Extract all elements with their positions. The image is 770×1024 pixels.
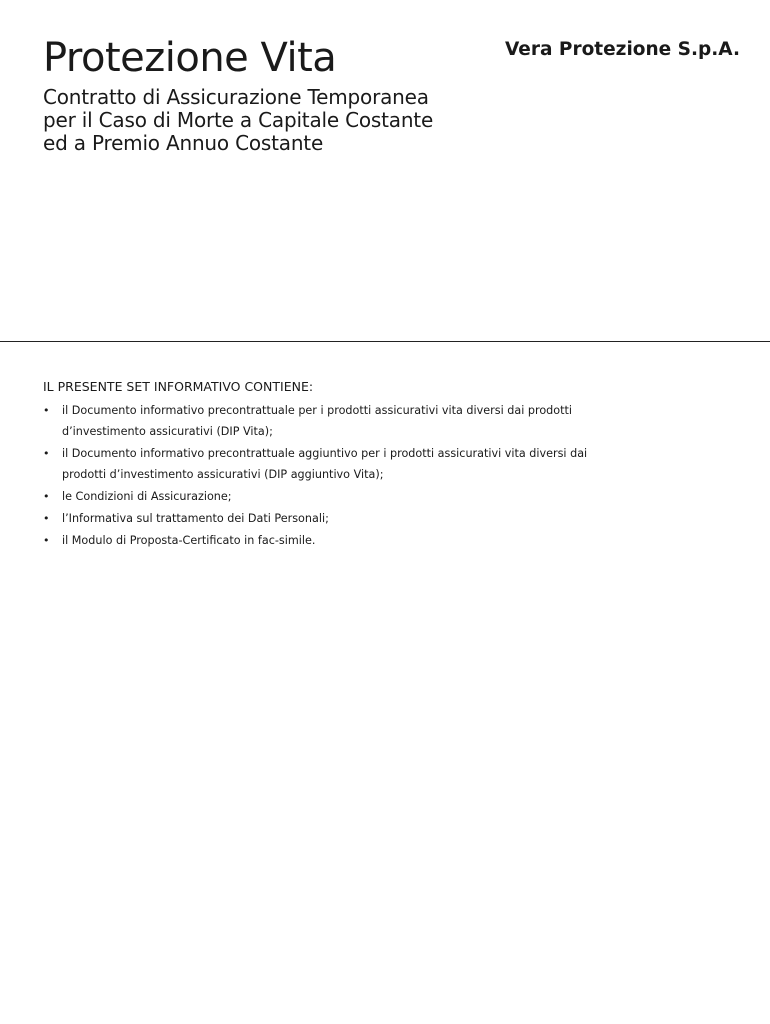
list-item-text: il Documento informativo precontrattuale aggiuntivo per i prodotti assicurativi vita diversi dai [62,447,588,460]
list-item-text: il Documento informativo precontrattuale per i prodotti assicurativi vita diversi dai prodotti [62,404,572,417]
list-item-text: prodotti d’investimento assicurativi (DIP aggiuntivo Vita); [62,468,384,481]
subtitle-line: per il Caso di Morte a Capitale Costante [43,108,434,132]
subtitle-line: ed a Premio Annuo Costante [43,131,324,155]
list-item [43,508,663,529]
contract-subtitle [43,86,483,155]
set-informativo-list [43,400,663,551]
list-item [43,443,663,485]
subtitle-line: Contratto di Assicurazione Temporanea [43,85,429,109]
set-informativo-section [43,378,663,552]
bullet-icon: • [43,447,50,460]
bullet-icon: • [43,534,50,547]
list-item-text: d’investimento assicurativi (DIP Vita); [62,425,273,438]
bullet-icon: • [43,512,50,525]
list-item [43,530,663,551]
list-item-text: le Condizioni di Assicurazione; [62,490,232,503]
list-item [43,400,663,442]
list-item-text: l’Informativa sul trattamento dei Dati Personali; [62,512,329,525]
page-title: Protezione Vita [43,35,337,81]
list-item-text: il Modulo di Proposta-Certificato in fac-simile. [62,534,316,547]
bullet-icon: • [43,490,50,503]
set-informativo-heading: IL PRESENTE SET INFORMATIVO CONTIENE: [43,379,314,394]
list-item [43,486,663,507]
section-divider [0,341,770,342]
company-name: Vera Protezione S.p.A. [505,39,740,60]
bullet-icon: • [43,404,50,417]
